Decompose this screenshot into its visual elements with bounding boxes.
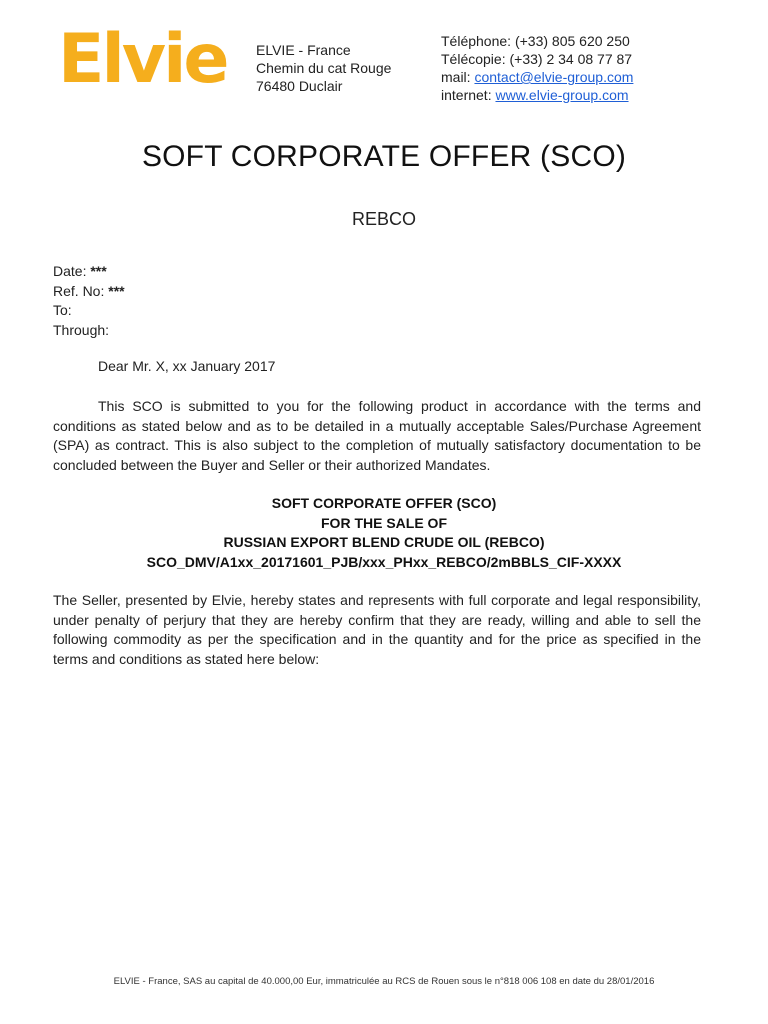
offer-heading-line: FOR THE SALE OF [321, 514, 447, 531]
phone-text: Téléphone: (+33) 805 620 250 [441, 33, 630, 49]
mail-row [441, 68, 633, 86]
ref-value: *** [108, 282, 125, 299]
company-contact [441, 32, 633, 104]
date-row [53, 262, 125, 282]
intro-paragraph [53, 397, 701, 475]
ref-row [53, 282, 125, 302]
fax-text: Télécopie: (+33) 2 34 08 77 87 [441, 51, 633, 67]
salutation: Dear Mr. X, xx January 2017 [98, 358, 276, 374]
seller-statement-paragraph: The Seller, presented by Elvie, hereby states and represents with full corporate and legal responsibility, under penalty of perjury that they are hereby confirm that they are ready, willing and able to sell the following commodity as per the specification and in the quantity and for the price as specified in the terms and conditions as stated here below: [53, 592, 701, 667]
document-meta [53, 262, 125, 340]
internet-row [441, 86, 633, 104]
through-label: Through: [53, 321, 110, 338]
website-link[interactable]: www.elvie-group.com [495, 87, 629, 103]
elvie-logo: Elvie [58, 20, 227, 99]
document-title: SOFT CORPORATE OFFER (SCO) [141, 140, 627, 173]
date-label: Date: [53, 263, 91, 279]
offer-reference-code: SCO_DMV/A1xx_20171601_PJB/xxx_PHxx_REBCO/2mBBLS_CIF-XXXX [146, 553, 622, 570]
mail-link[interactable]: contact@elvie-group.com [474, 69, 634, 85]
internet-label: internet: [441, 87, 496, 103]
address-line: 76480 Duclair [256, 78, 343, 94]
to-label: To: [53, 302, 72, 318]
date-value: *** [90, 263, 107, 279]
intro-paragraph-text: This SCO is submitted to you for the following product in accordance with the terms and conditions as stated below and as to be detailed in a mutually acceptable Sales/Purchase Agreement (SPA) as contract. This is also subject to the completion of mutually satisfactory documentation to be concluded between the Buyer and Seller or their authorized Mandates. [53, 398, 701, 473]
ref-label: Ref. No: [53, 282, 109, 299]
document-subtitle: REBCO [351, 209, 416, 229]
offer-heading-line: SOFT CORPORATE OFFER (SCO) [271, 495, 497, 511]
address-line: Chemin du cat Rouge [256, 60, 392, 76]
offer-heading-line: RUSSIAN EXPORT BLEND CRUDE OIL (REBCO) [223, 534, 545, 550]
offer-heading-block [0, 494, 768, 572]
mail-label: mail: [441, 69, 475, 85]
page-footer: ELVIE - France, SAS au capital de 40.000,00 Eur, immatriculée au RCS de Rouen sous le n°818 006 108 en date du 28/01/2016 [113, 976, 655, 987]
company-address [256, 41, 391, 95]
address-line: ELVIE - France [256, 42, 351, 58]
